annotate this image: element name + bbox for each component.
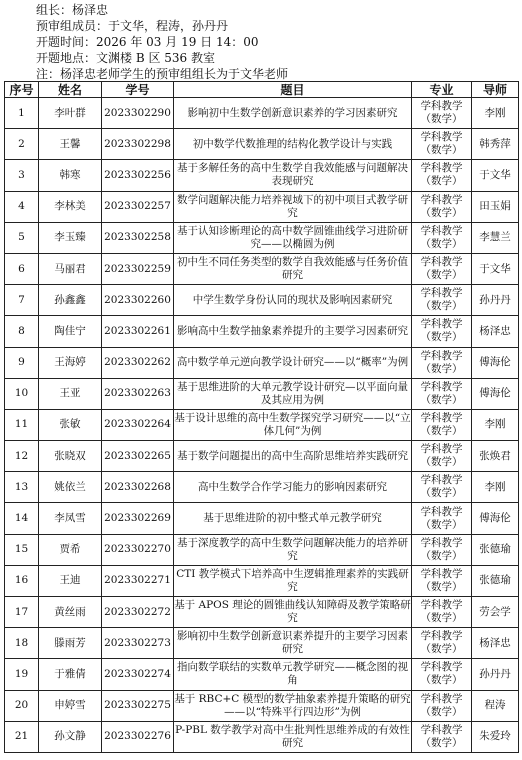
major: 学科教学（数学） [412, 690, 472, 721]
student-id: 2023302271 [102, 565, 174, 596]
student-id: 2023302273 [102, 628, 174, 659]
student-name: 孙文静 [39, 721, 102, 752]
student-name: 王馨 [39, 129, 102, 160]
row-number: 1 [5, 98, 39, 129]
table-row [5, 285, 519, 316]
table-row [5, 534, 519, 565]
major: 学科教学（数学） [412, 441, 472, 472]
advisor-name: 张德瑜 [472, 565, 519, 596]
table-row [5, 222, 519, 253]
advisor-name: 田玉娟 [472, 191, 519, 222]
major: 学科教学（数学） [412, 191, 472, 222]
student-name: 滕雨芳 [39, 628, 102, 659]
student-id: 2023302274 [102, 659, 174, 690]
student-id: 2023302257 [102, 191, 174, 222]
row-number: 6 [5, 253, 39, 284]
thesis-title: 影响初中生数学创新意识素养的学习因素研究 [174, 98, 412, 129]
major: 学科教学（数学） [412, 222, 472, 253]
proposal-place: 开题地点：文渊楼 B 区 536 教室 [36, 51, 215, 65]
student-name: 陶佳宁 [39, 316, 102, 347]
major: 学科教学（数学） [412, 98, 472, 129]
table-row [5, 191, 519, 222]
table-row [5, 472, 519, 503]
col-header-major: 专业 [412, 82, 472, 98]
thesis-title: CTI 教学模式下培养高中生逻辑推理素养的实践研究 [174, 565, 412, 596]
student-name: 贾希 [39, 534, 102, 565]
table-row [5, 597, 519, 628]
advisor-name: 朱爱玲 [472, 721, 519, 752]
student-id: 2023302276 [102, 721, 174, 752]
student-id: 2023302265 [102, 441, 174, 472]
table-row [5, 347, 519, 378]
thesis-title: 基于多解任务的高中生数学自我效能感与问题解决表现研究 [174, 160, 412, 191]
table-row [5, 441, 519, 472]
table-row [5, 409, 519, 440]
row-number: 20 [5, 690, 39, 721]
thesis-title: 指向数学联结的实数单元教学研究——概念图的视角 [174, 659, 412, 690]
table-row [5, 628, 519, 659]
student-id: 2023302272 [102, 597, 174, 628]
major: 学科教学（数学） [412, 378, 472, 409]
table-row [5, 721, 519, 752]
thesis-title: 基于思维进阶的初中整式单元教学研究 [174, 503, 412, 534]
row-number: 15 [5, 534, 39, 565]
proposal-time: 开题时间：2026 年 03 月 19 日 14：00 [36, 35, 259, 49]
student-name: 孙鑫鑫 [39, 285, 102, 316]
student-roster-table [4, 81, 519, 753]
student-name: 李凤雪 [39, 503, 102, 534]
student-id: 2023302290 [102, 98, 174, 129]
major: 学科教学（数学） [412, 409, 472, 440]
student-id: 2023302270 [102, 534, 174, 565]
col-header-student-id: 学号 [102, 82, 174, 98]
group-leader: 组长：杨泽忠 [36, 3, 109, 17]
table-row [5, 690, 519, 721]
major: 学科教学（数学） [412, 628, 472, 659]
advisor-name: 于文华 [472, 253, 519, 284]
advisor-name: 孙丹丹 [472, 285, 519, 316]
student-id: 2023302260 [102, 285, 174, 316]
major: 学科教学（数学） [412, 316, 472, 347]
thesis-title: 高中数学单元逆向教学设计研究——以“概率”为例 [174, 347, 412, 378]
thesis-title: 初中生不同任务类型的数学自我效能感与任务价值研究 [174, 253, 412, 284]
major: 学科教学（数学） [412, 160, 472, 191]
table-row [5, 98, 519, 129]
student-name: 王迪 [39, 565, 102, 596]
student-id: 2023302262 [102, 347, 174, 378]
advisor-name: 李刚 [472, 98, 519, 129]
student-id: 2023302259 [102, 253, 174, 284]
thesis-title: 基于数学问题提出的高中生高阶思维培养实践研究 [174, 441, 412, 472]
advisor-name: 李刚 [472, 472, 519, 503]
thesis-title: 数学问题解决能力培养视域下的初中项目式教学研究 [174, 191, 412, 222]
row-number: 18 [5, 628, 39, 659]
row-number: 10 [5, 378, 39, 409]
thesis-title: 基于思维进阶的大单元教学设计研究—以平面向量及其应用为例 [174, 378, 412, 409]
student-name: 张晓双 [39, 441, 102, 472]
major: 学科教学（数学） [412, 597, 472, 628]
student-id: 2023302298 [102, 129, 174, 160]
major: 学科教学（数学） [412, 285, 472, 316]
row-number: 11 [5, 409, 39, 440]
row-number: 4 [5, 191, 39, 222]
table-row [5, 565, 519, 596]
thesis-title: 影响高中生数学抽象素养提升的主要学习因素研究 [174, 316, 412, 347]
thesis-title: 中学生数学身份认同的现状及影响因素研究 [174, 285, 412, 316]
student-name: 李林美 [39, 191, 102, 222]
major: 学科教学（数学） [412, 659, 472, 690]
major: 学科教学（数学） [412, 472, 472, 503]
student-name: 姚依兰 [39, 472, 102, 503]
student-id: 2023302256 [102, 160, 174, 191]
thesis-title: 基于设计思维的高中生数学探究学习研究——以“立体几何”为例 [174, 409, 412, 440]
row-number: 21 [5, 721, 39, 752]
thesis-title: P-PBL 数学教学对高中生批判性思维养成的有效性研究 [174, 721, 412, 752]
group-members: 预审组成员：于文华，程涛，孙丹丹 [36, 19, 229, 33]
advisor-name: 劳会学 [472, 597, 519, 628]
row-number: 7 [5, 285, 39, 316]
major: 学科教学（数学） [412, 253, 472, 284]
table-row [5, 378, 519, 409]
student-id: 2023302258 [102, 222, 174, 253]
student-name: 王亚 [39, 378, 102, 409]
student-name: 韩寒 [39, 160, 102, 191]
table-row [5, 316, 519, 347]
header-block [36, 2, 516, 82]
row-number: 9 [5, 347, 39, 378]
student-name: 李叶群 [39, 98, 102, 129]
advisor-name: 傅海伦 [472, 378, 519, 409]
row-number: 3 [5, 160, 39, 191]
col-header-no: 序号 [5, 82, 39, 98]
thesis-title: 影响初中生数学创新意识素养提升的主要学习因素研究 [174, 628, 412, 659]
table-row [5, 253, 519, 284]
student-id: 2023302261 [102, 316, 174, 347]
student-name: 申婷雪 [39, 690, 102, 721]
advisor-name: 张德瑜 [472, 534, 519, 565]
table-body [5, 98, 519, 753]
thesis-title: 基于认知诊断理论的高中数学圆锥曲线学习进阶研究——以椭圆为例 [174, 222, 412, 253]
student-id: 2023302275 [102, 690, 174, 721]
student-id: 2023302263 [102, 378, 174, 409]
student-name: 王海婷 [39, 347, 102, 378]
thesis-title: 初中数学代数推理的结构化教学设计与实践 [174, 129, 412, 160]
major: 学科教学（数学） [412, 347, 472, 378]
table-header-row [5, 82, 519, 98]
advisor-name: 李慧兰 [472, 222, 519, 253]
table-row [5, 160, 519, 191]
table-row [5, 503, 519, 534]
student-name: 李玉臻 [39, 222, 102, 253]
advisor-name: 韩秀萍 [472, 129, 519, 160]
student-id: 2023302264 [102, 409, 174, 440]
advisor-name: 傅海伦 [472, 347, 519, 378]
table-row [5, 129, 519, 160]
student-name: 张敏 [39, 409, 102, 440]
student-id: 2023302268 [102, 472, 174, 503]
row-number: 17 [5, 597, 39, 628]
thesis-title: 高中生数学合作学习能力的影响因素研究 [174, 472, 412, 503]
major: 学科教学（数学） [412, 503, 472, 534]
thesis-title: 基于 RBC+C 模型的数学抽象素养提升策略的研究——以“特殊平行四边形”为例 [174, 690, 412, 721]
student-name: 黄丝雨 [39, 597, 102, 628]
row-number: 2 [5, 129, 39, 160]
table-row [5, 659, 519, 690]
row-number: 16 [5, 565, 39, 596]
row-number: 14 [5, 503, 39, 534]
major: 学科教学（数学） [412, 534, 472, 565]
student-name: 马丽君 [39, 253, 102, 284]
col-header-title: 题目 [174, 82, 412, 98]
major: 学科教学（数学） [412, 565, 472, 596]
row-number: 8 [5, 316, 39, 347]
major: 学科教学（数学） [412, 721, 472, 752]
advisor-name: 于文华 [472, 160, 519, 191]
note: 注：杨泽忠老师学生的预审组组长为于文华老师 [36, 67, 289, 81]
thesis-title: 基于 APOS 理论的圆锥曲线认知障碍及教学策略研究 [174, 597, 412, 628]
student-name: 于雅倩 [39, 659, 102, 690]
row-number: 13 [5, 472, 39, 503]
row-number: 5 [5, 222, 39, 253]
advisor-name: 张焕君 [472, 441, 519, 472]
advisor-name: 杨泽忠 [472, 316, 519, 347]
advisor-name: 孙丹丹 [472, 659, 519, 690]
advisor-name: 李刚 [472, 409, 519, 440]
advisor-name: 杨泽忠 [472, 628, 519, 659]
thesis-title: 基于深度教学的高中生数学问题解决能力的培养研究 [174, 534, 412, 565]
student-id: 2023302269 [102, 503, 174, 534]
major: 学科教学（数学） [412, 129, 472, 160]
row-number: 19 [5, 659, 39, 690]
col-header-advisor: 导师 [472, 82, 519, 98]
advisor-name: 傅海伦 [472, 503, 519, 534]
advisor-name: 程涛 [472, 690, 519, 721]
row-number: 12 [5, 441, 39, 472]
col-header-name: 姓名 [39, 82, 102, 98]
